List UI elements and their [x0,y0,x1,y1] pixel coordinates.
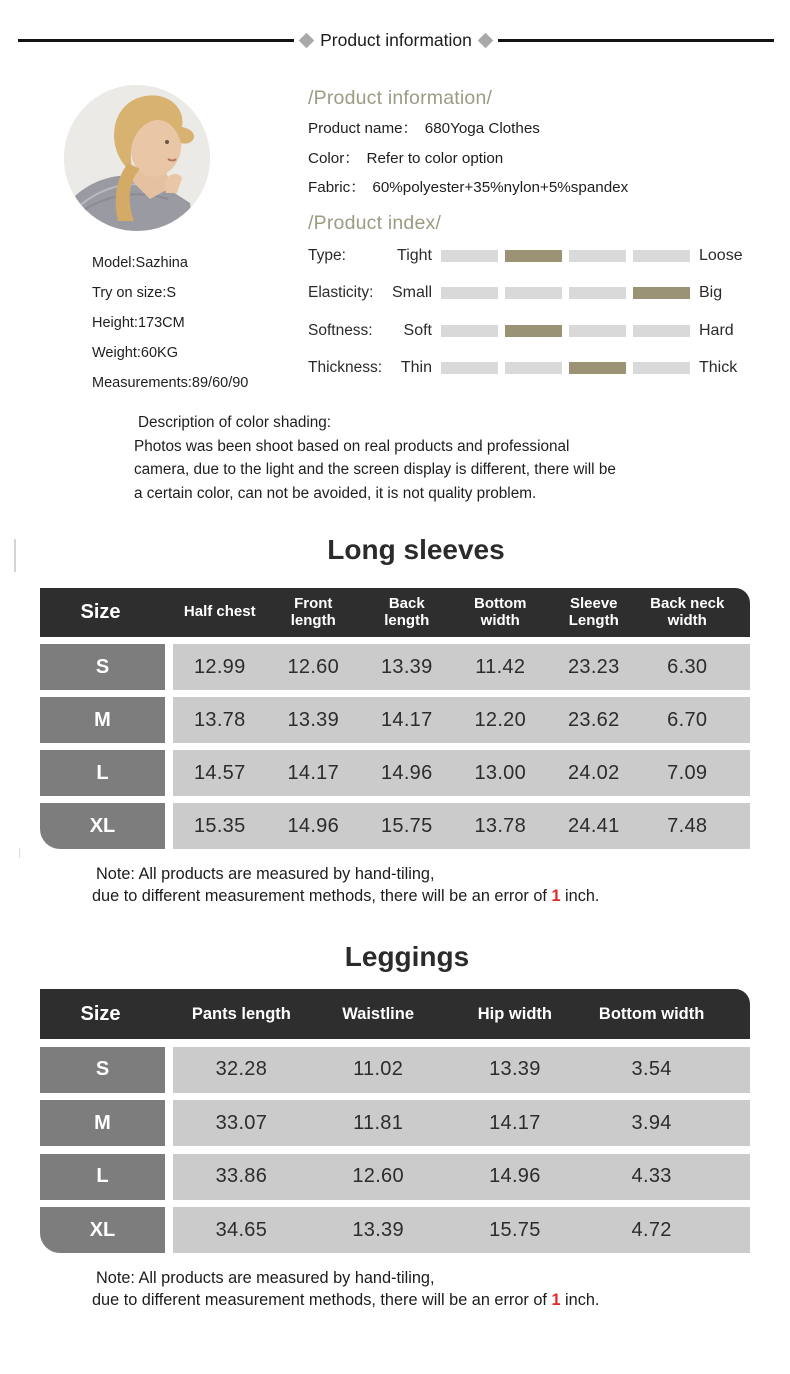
index-scale [441,362,690,374]
column-header-waistline: Waistline [342,1004,415,1023]
note-line-2: due to different measurement methods, there will be an error of 1 inch. [92,886,600,905]
table-cell: 6.70 [667,708,708,731]
color-value: Refer to color option [366,149,504,167]
section-divider [18,30,774,51]
table-cell: 24.41 [567,814,620,837]
fabric-label: Fabric： [308,179,366,196]
table-cell: 11.42 [475,655,526,678]
table-cell: 14.96 [489,1165,541,1187]
index-max-label: Hard [699,321,734,339]
size-cell: M [40,1100,165,1146]
column-header-sleeve-length: Sleeve Length [568,595,619,629]
table-cell: 23.62 [567,708,620,731]
product-name-value: 680Yoga Clothes [424,120,540,137]
product-details [308,86,776,387]
table-cell: 13.39 [380,655,433,678]
column-header-size: Size [80,601,121,623]
index-scale [441,325,690,337]
table-cell: 14.96 [287,814,340,837]
model-measurements: Measurements:89/60/90 [92,375,249,391]
note-line-1: Note: All products are measured by hand-tiling, [96,865,435,883]
column-header-hip-width: Hip width [477,1004,552,1023]
table-cell: 15.75 [380,814,433,837]
table-cell: 24.02 [567,761,620,784]
page-title: Product information [320,30,472,50]
color-shading-line: camera, due to the light and the screen display is different, there will be [134,461,616,479]
leggings-table [40,989,750,1253]
product-information-heading: /Product information/ [308,87,493,109]
table-row-l [40,750,750,796]
error-value: 1 [551,886,561,905]
index-row-elasticity [308,275,776,313]
table-row-s [40,1047,750,1093]
leggings-title: Leggings [344,941,470,972]
size-cell: S [40,1047,165,1093]
index-min-label: Small [392,284,433,302]
color-label: Color： [308,149,360,167]
table-cell: 11.81 [353,1111,404,1134]
table-cell: 11.02 [353,1058,404,1080]
table-cell: 23.23 [567,655,620,678]
table-cell: 15.35 [193,814,246,837]
model-name: Model:Sazhina [92,255,188,271]
size-cell: L [40,750,165,796]
row-values [173,803,750,849]
table-cell: 33.07 [215,1111,268,1134]
diamond-icon [299,33,315,49]
color-row [308,150,776,168]
product-name-label: Product name： [308,120,418,137]
product-name-row [308,120,776,138]
table-cell: 32.28 [215,1058,268,1080]
size-cell: M [40,697,165,743]
column-header-half-chest: Half chest [183,603,256,621]
table-row-m [40,697,750,743]
table-cell: 14.96 [380,761,433,784]
index-row-thickness [308,350,776,388]
column-header-bottom-width: Bottom width [598,1004,705,1023]
color-shading-note [134,411,616,505]
left-edge-mark [14,539,16,572]
column-header-bottom-width: Bottom width [474,595,527,629]
model-try-on-size: Try on size:S [92,285,177,301]
index-max-label: Loose [699,246,743,264]
row-values [173,697,750,743]
color-shading-title: Description of color shading: [138,414,332,431]
model-portrait-illustration [64,85,210,231]
model-photo [64,85,210,231]
table-cell: 4.72 [631,1218,672,1241]
color-shading-line: a certain color, can not be avoided, it is not quality problem. [134,484,537,502]
fabric-row [308,179,776,197]
index-scale [441,250,690,262]
table-cell: 14.57 [193,761,246,784]
table-cell: 4.33 [631,1165,672,1187]
long-sleeves-table-header [40,588,750,637]
index-max-label: Thick [699,359,738,377]
table-cell: 13.39 [489,1058,541,1080]
measurement-note [92,864,790,907]
table-row-m [40,1100,750,1146]
row-values [173,750,750,796]
table-cell: 13.00 [474,761,527,784]
long-sleeves-table [40,588,750,849]
model-height: Height:173CM [92,315,185,331]
index-label: Elasticity: [308,284,374,302]
fabric-value: 60%polyester+35%nylon+5%spandex [372,179,629,196]
table-cell: 6.30 [667,655,708,678]
column-header-pants-length: Pants length [191,1004,291,1023]
table-cell: 14.17 [287,761,340,784]
table-cell: 14.17 [489,1111,541,1134]
size-cell: L [40,1154,165,1200]
column-header-back-length: Back length [384,595,430,629]
measurement-note [92,1268,790,1311]
divider-line-left [18,39,294,42]
row-values [173,1207,750,1253]
table-cell: 13.39 [287,708,340,731]
index-min-label: Thin [400,359,432,377]
model-info [92,255,248,405]
divider-line-right [498,39,774,42]
table-cell: 33.86 [215,1165,268,1187]
leggings-table-header [40,989,750,1039]
color-shading-line: Photos was been shoot based on real products and professional [134,437,570,455]
table-row-l [40,1154,750,1200]
table-row-xl [40,803,750,849]
table-cell: 3.94 [631,1111,672,1134]
index-row-softness [308,312,776,350]
size-cell: S [40,644,165,690]
column-header-front-length: Front length [290,595,336,629]
row-values [173,1047,750,1093]
table-cell: 7.09 [667,761,708,784]
table-row-xl [40,1207,750,1253]
table-cell: 3.54 [631,1058,672,1080]
table-cell: 12.60 [352,1165,404,1187]
index-label: Type: [308,246,346,264]
index-label: Thickness: [308,359,383,377]
index-max-label: Big [699,284,723,302]
size-cell: XL [40,803,165,849]
note-line-1: Note: All products are measured by hand-tiling, [96,1269,435,1287]
index-min-label: Tight [397,246,432,264]
product-index-heading: /Product index/ [308,212,442,234]
left-edge-mark [19,848,20,858]
error-value: 1 [551,1290,561,1309]
table-row-s [40,644,750,690]
row-values [173,1154,750,1200]
column-header-size: Size [80,1002,121,1025]
index-scale [441,287,690,299]
table-cell: 7.48 [667,814,708,837]
note-line-2: due to different measurement methods, there will be an error of 1 inch. [92,1290,600,1309]
index-label: Softness: [308,321,373,339]
table-cell: 15.75 [489,1218,541,1241]
column-header-back-neck-width: Back neck width [650,595,725,629]
size-cell: XL [40,1207,165,1253]
table-cell: 13.39 [352,1218,404,1241]
table-cell: 12.20 [474,708,527,731]
index-row-type [308,237,776,275]
table-cell: 12.99 [193,655,246,678]
table-cell: 12.60 [287,655,340,678]
model-weight: Weight:60KG [92,345,178,361]
row-values [173,1100,750,1146]
long-sleeves-title: Long sleeves [327,534,505,565]
table-cell: 13.78 [193,708,246,731]
table-cell: 34.65 [215,1218,268,1241]
table-cell: 14.17 [380,708,433,731]
row-values [173,644,750,690]
diamond-icon [478,33,494,49]
table-cell: 13.78 [474,814,527,837]
index-min-label: Soft [403,321,432,339]
